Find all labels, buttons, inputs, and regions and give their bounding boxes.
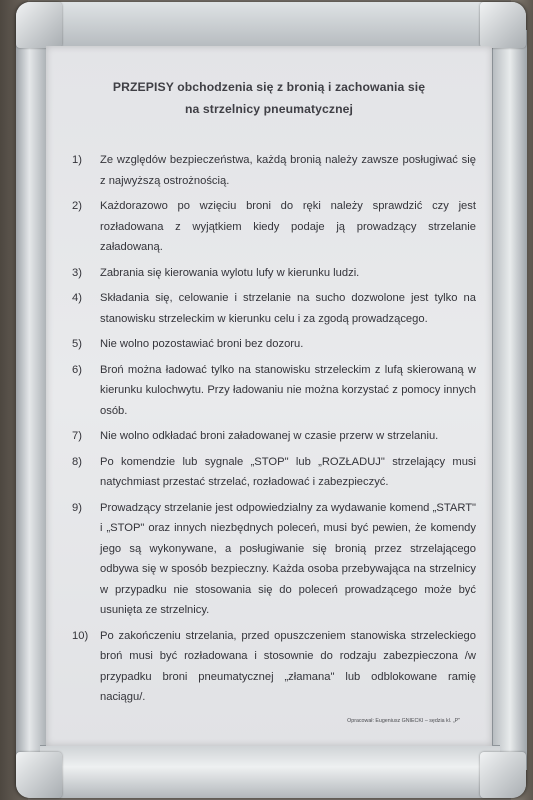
rule-item — [72, 288, 476, 329]
rule-number: 7) — [72, 430, 82, 442]
rule-number: 2) — [72, 200, 82, 212]
rule-item — [72, 426, 476, 447]
author-credit: Opracował: Eugeniusz GNIECKI – sędzia kl. „P" — [347, 718, 460, 724]
rule-text: Nie wolno pozostawiać broni bez dozoru. — [100, 338, 304, 350]
frame-top-rail — [40, 2, 500, 47]
rule-number: 8) — [72, 455, 82, 468]
rule-item — [72, 263, 476, 284]
rule-item — [72, 360, 476, 422]
rule-text: Zabrania się kierowania wylotu lufy w kierunku ludzi. — [100, 266, 360, 279]
rule-text: Składania się, celowanie i strzelanie na sucho dozwolone jest tylko na stanowisku strzeleckim w kierunku celu i za zgodą prowadzącego. — [100, 292, 476, 325]
rule-number: 10) — [72, 629, 89, 642]
rule-text: Nie wolno odkładać broni załadowanej w czasie przerw w strzelaniu. — [100, 430, 439, 442]
frame-bottom-rail — [40, 745, 500, 798]
rule-number: 3) — [72, 266, 82, 279]
sign-title-line-2: na strzelnicy pneumatycznej — [185, 102, 353, 116]
rule-number: 6) — [72, 363, 82, 376]
sign-title-line-1: PRZEPISY obchodzenia się z bronią i zachowania się — [112, 80, 426, 94]
rule-number: 9) — [72, 501, 82, 514]
frame-corner-bottom-right — [480, 752, 526, 798]
rule-number: 5) — [72, 338, 82, 350]
rule-item — [72, 334, 476, 355]
rule-number: 4) — [72, 292, 82, 304]
rule-text: Każdorazowo po wzięciu broni do ręki należy sprawdzić czy jest rozładowana z wyjątkiem kiedy podaje ją prowadzący strzelanie załadowaną. — [100, 200, 476, 253]
rule-item — [72, 150, 476, 191]
frame-left-rail — [16, 30, 47, 770]
rule-text: Broń można ładować tylko na stanowisku strzeleckim z lufą skierowaną w kierunku kulochwytu. Przy ładowaniu nie można korzystać z pomocy innych osób. — [100, 363, 476, 417]
rule-text: Ze względów bezpieczeństwa, każdą bronią należy zawsze posługiwać się z najwyższą ostrożnością. — [100, 154, 476, 187]
frame-corner-top-right — [480, 2, 526, 48]
rule-number: 1) — [72, 154, 82, 166]
rule-text: Po zakończeniu strzelania, przed opuszczeniem stanowiska strzeleckiego broń musi być rozładowana i stosownie do rodzaju zabezpieczona /w przypadku broni pneumatycznej „złamana" lub odblokowane ramię naciągu/. — [100, 629, 476, 703]
rules-sheet — [46, 46, 492, 746]
rule-text: Po komendzie lub sygnale „STOP" lub „ROZŁADUJ" strzelający musi natychmiast przestać strzelać, rozładować i zabezpieczyć. — [100, 455, 476, 488]
rules-list — [72, 150, 476, 713]
rule-text: Prowadzący strzelanie jest odpowiedzialny za wydawanie komend „START" i „STOP" oraz innych niezbędnych poleceń, musi być pewien, że komendy jego są wykonywane, a posługiwanie się bronią przez strzelającego odbywa się w sposób bezpieczny. Każda osoba przebywająca na strzelnicy w przypadku nie stosowania się do poleceń prowadzącego może być usunięta ze strzelnicy. — [100, 501, 476, 616]
frame-corner-top-left — [16, 2, 62, 48]
rule-item — [72, 626, 476, 708]
rule-item — [72, 196, 476, 258]
rule-item — [72, 452, 476, 493]
frame-corner-bottom-left — [16, 752, 62, 798]
rule-item — [72, 498, 476, 621]
frame-right-rail — [492, 30, 527, 770]
